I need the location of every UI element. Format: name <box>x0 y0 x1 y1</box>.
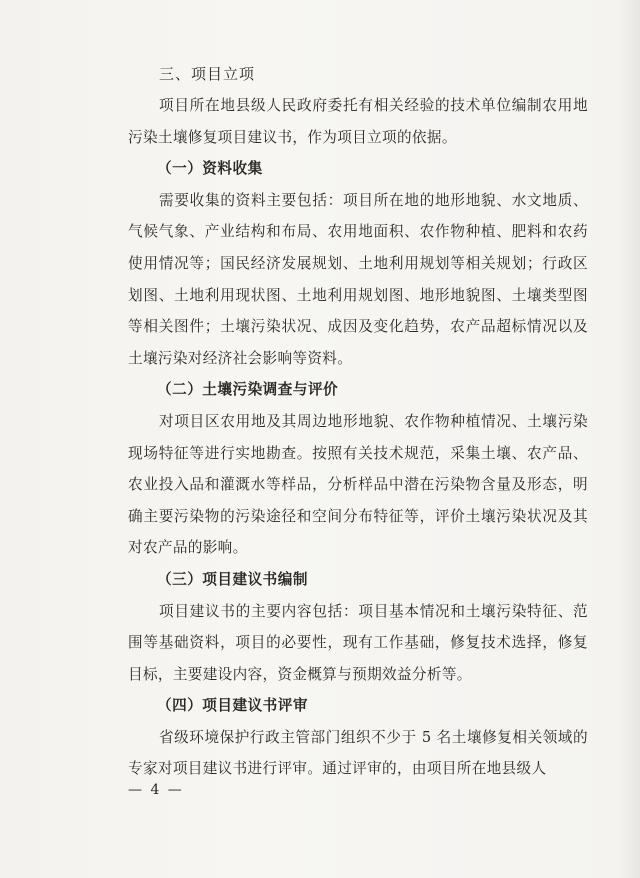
subsection-text-3: 项目建议书的主要内容包括：项目基本情况和土壤污染特征、范围等基础资料，项目的必要性，现有工作基础，修复技术选择，修复目标，主要建设内容，资金概算与预期效益分析等。 <box>128 602 588 683</box>
section-intro: 项目所在地县级人民政府委托有相关经验的技术单位编制农用地污染土壤修复项目建议书，作为项目立项的依据。 <box>128 97 588 146</box>
subsection-text-2: 对项目区农用地及其周边地形地貌、农作物种植情况、土壤污染现场特征等进行实地勘查。按照有关技术规范，采集土壤、农产品、农业投入品和灌溉水等样品，分析样品中潜在污染物含量及形态，明确主要污染物的污染途径和空间分布特征等，评价土壤污染状况及其对农产品的影响。 <box>128 412 588 557</box>
subsection-text-4: 省级环境保护行政主管部门组织不少于 5 名土壤修复相关领域的专家对项目建议书进行评审。通过评审的，由项目所在地县级人 <box>128 728 588 778</box>
subsection-text-1: 需要收集的资料主要包括：项目所在地的地形地貌、水文地质、气候气象、产业结构和布局、农用地面积、农作物种植、肥料和农药使用情况等；国民经济发展规划、土地利用规划等相关规划；行政区划图、土地利用现状图、土地利用规划图、地形地貌图、土壤类型图等相关图件；土壤污染状况、成因及变化趋势，农产品超标情况以及土壤污染对经济社会影响等资料。 <box>128 191 588 367</box>
subsection-heading-4: （四）项目建议书评审 <box>157 697 308 715</box>
document-body <box>128 58 588 785</box>
subsection-heading-1: （一）资料收集 <box>157 160 263 178</box>
subsection-heading-3: （三）项目建议书编制 <box>157 570 308 588</box>
subsection-heading-2: （二）土壤污染调查与评价 <box>157 381 339 399</box>
page-number: — 4 — <box>128 782 184 798</box>
section-heading: 三、项目立项 <box>159 65 256 83</box>
